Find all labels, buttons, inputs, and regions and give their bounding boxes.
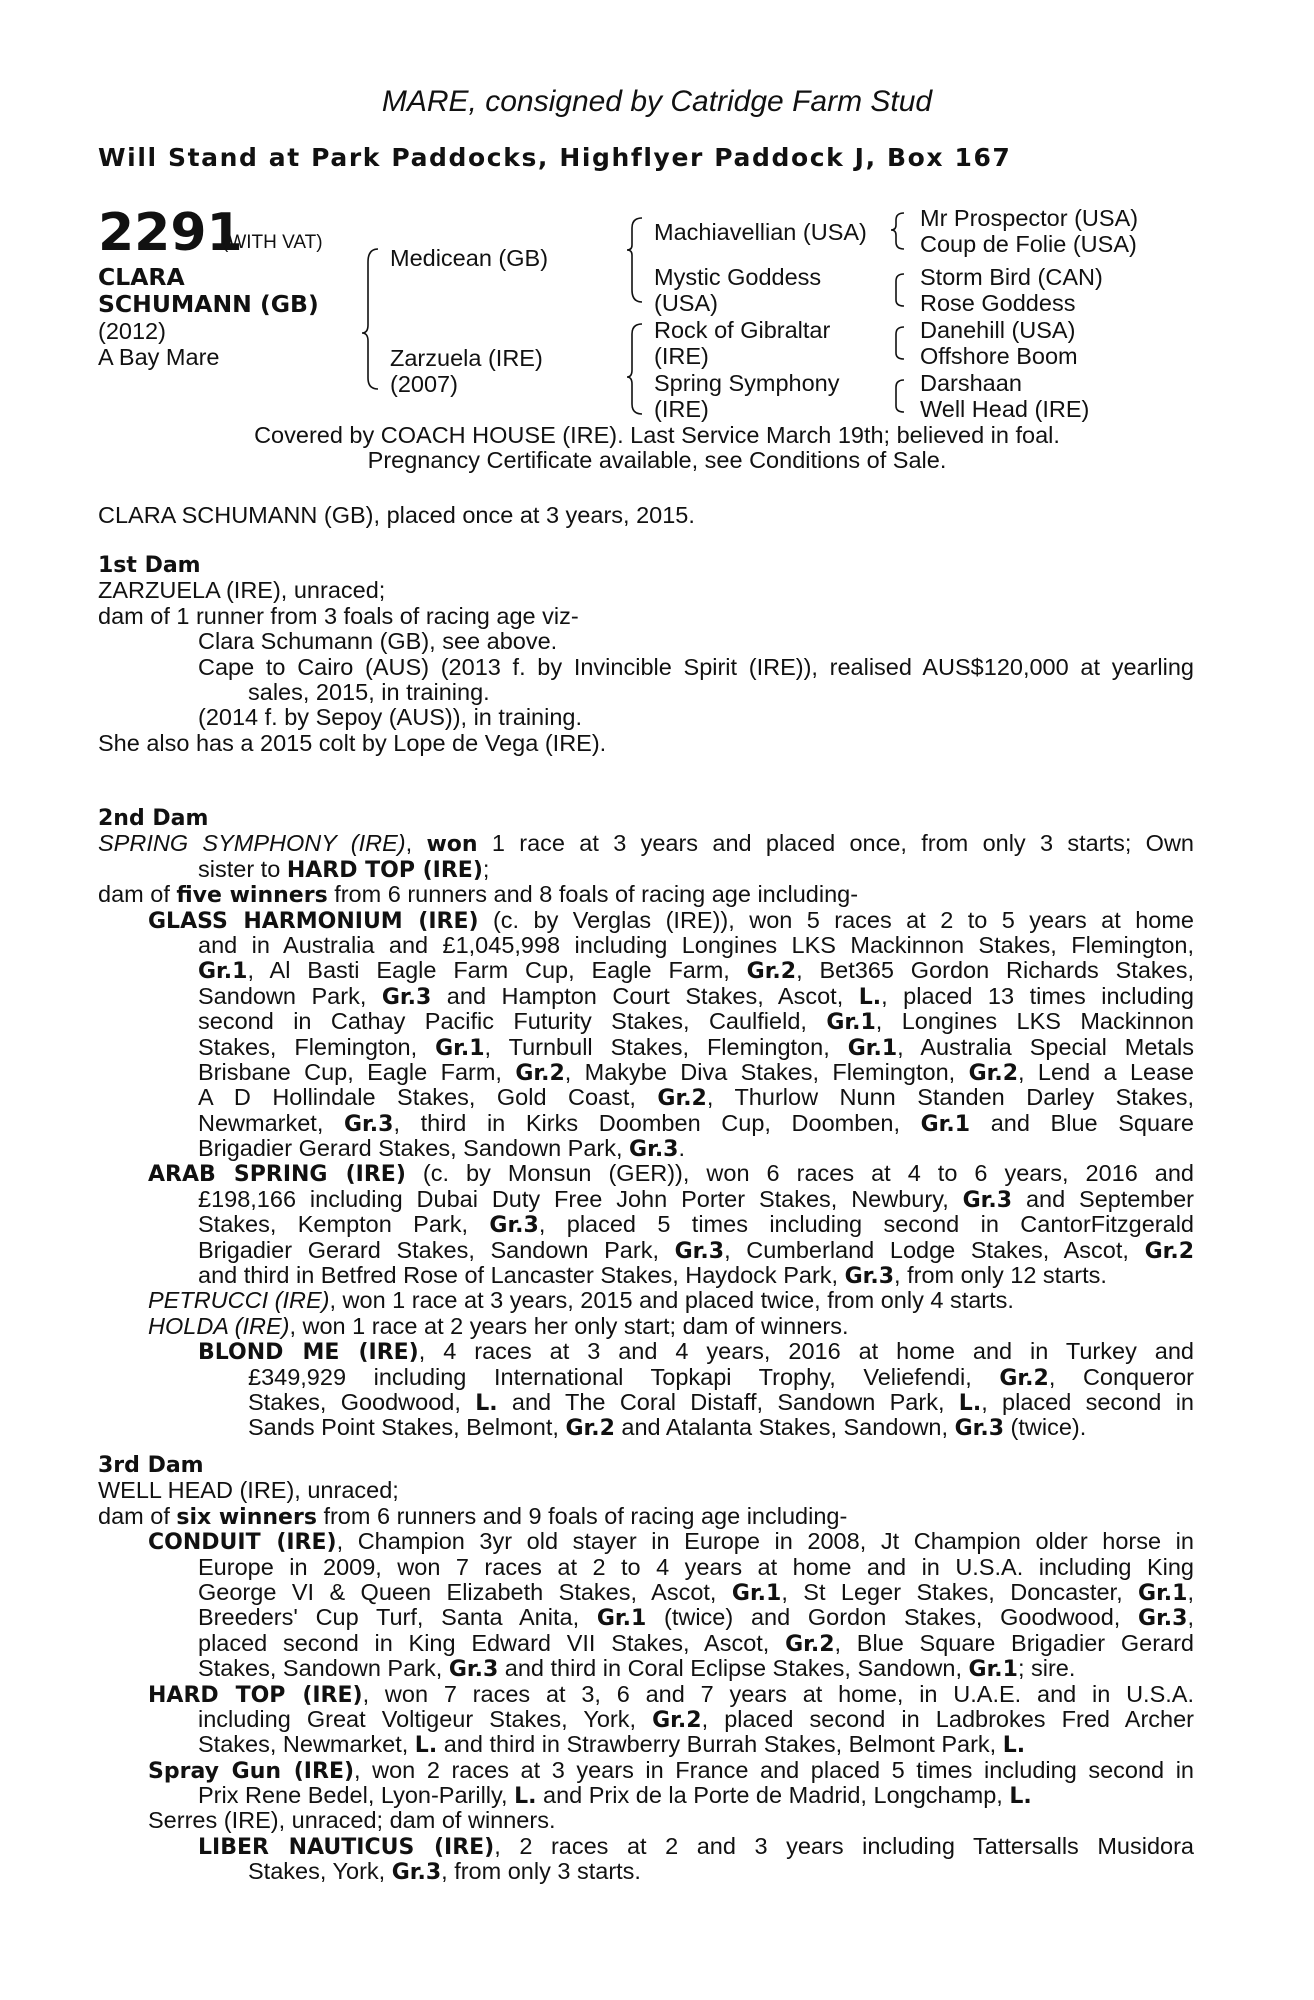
text-run: , placed 13 times including (881, 983, 1194, 1009)
text-run: , placed 5 times including second in CantorFitzgerald (538, 1212, 1194, 1238)
text-run: , Cumberland Lodge Stakes, Ascot, (724, 1237, 1145, 1263)
grade: Gr.3 (391, 1860, 442, 1886)
text-run: , Al Basti Eagle Farm Cup, Eagle Farm, (247, 958, 747, 984)
ds-dam: Offshore Boom (920, 343, 1078, 369)
text-run: 1 race at 3 years and placed once, from only 3 starts; Own (477, 831, 1194, 857)
brace-sire (627, 218, 642, 302)
first-dam-heading: 1st Dam (98, 553, 201, 578)
grade: Gr.3 (629, 1137, 679, 1163)
first-dam-line: ZARZUELA (IRE), unraced; (98, 577, 386, 604)
produce-line (98, 1783, 1194, 1808)
produce-line (98, 958, 1194, 983)
first-dam-line: Clara Schumann (GB), see above. (198, 628, 558, 655)
produce-name: CONDUIT (IRE) (148, 1530, 337, 1555)
bold-text: six winners (176, 1504, 317, 1530)
grade: L. (475, 1390, 498, 1416)
text-run: (c. by Verglas (IRE)), won 5 races at 2 to 5 years at home (478, 907, 1194, 933)
text-run: dam of (98, 881, 177, 908)
grade: Gr.1 (920, 1111, 971, 1137)
produce-line (98, 1834, 1194, 1859)
grade: Gr.1 (596, 1606, 647, 1631)
produce-line: Serres (IRE), unraced; dam of winners. (148, 1807, 556, 1834)
text-run: Stakes, Sandown Park, (198, 1655, 449, 1682)
foaling-year: (2012) (98, 318, 166, 344)
grade: Gr.2 (785, 1631, 835, 1657)
produce-name: HARD TOP (IRE) (148, 1682, 363, 1707)
text-run: sister to (198, 855, 287, 882)
text-run: , (1187, 1605, 1194, 1631)
second-dam-section (98, 806, 1194, 1441)
sd-dam: Rose Goddess (920, 290, 1076, 316)
produce-line (98, 1529, 1194, 1554)
text-run: , placed second in (981, 1389, 1194, 1415)
dam-sire-line2: (IRE) (654, 343, 709, 369)
bold-text: five winners (176, 883, 328, 909)
text-run: second in Cathay Pacific Futurity Stakes, Caulfield, (198, 1009, 827, 1035)
text-run: , (405, 831, 413, 857)
text-run: , Longines LKS Mackinnon (875, 1009, 1194, 1035)
text-run: , Turnbull Stakes, Flemington, (484, 1034, 848, 1060)
produce-line (98, 1656, 1194, 1681)
produce-line (98, 1631, 1194, 1656)
produce-line (98, 1758, 1194, 1783)
produce-line (98, 984, 1194, 1009)
text-run: , (1187, 1579, 1194, 1605)
produce-line (98, 1605, 1194, 1630)
text-run: and third in Betfred Rose of Lancaster Stakes, Haydock Park, (198, 1262, 845, 1289)
text-run: dam of (98, 1502, 177, 1529)
produce-line (98, 1314, 1194, 1339)
grade: Gr.2 (657, 1086, 707, 1111)
produce-line (98, 1288, 1194, 1313)
brace-level1 (362, 249, 378, 389)
grade: Gr.3 (344, 1111, 394, 1137)
first-dam-line: sales, 2015, in training. (248, 678, 490, 705)
third-dam-line (98, 1504, 1194, 1529)
text-run: and September (1012, 1186, 1194, 1212)
text-run: Newmarket, (198, 1110, 344, 1136)
produce-line (98, 1187, 1194, 1212)
grade: L. (414, 1733, 438, 1759)
text-run: Stakes, Kempton Park, (198, 1212, 490, 1238)
produce-line (98, 1136, 1194, 1161)
text-run: Prix Rene Bedel, Lyon-Parilly, (198, 1782, 515, 1809)
text-run: , won 1 race at 2 years her only start; dam of winners. (289, 1312, 849, 1339)
text-run: ; sire. (1017, 1655, 1076, 1682)
produce-line (98, 1682, 1194, 1707)
text-run: , 4 races at 3 and 4 years, 2016 at home and in Turkey and (418, 1339, 1194, 1365)
text-run: , Champion 3yr old stayer in Europe in 2008, Jt Champion older horse in (336, 1529, 1194, 1555)
sire-dam-line1: Mystic Goddess (654, 264, 822, 290)
grade: L. (514, 1784, 537, 1810)
ss-sire: Mr Prospector (USA) (920, 205, 1139, 231)
produce-line (98, 1390, 1194, 1415)
text-run: , Thurlow Nunn Standen Darley Stakes, (706, 1085, 1194, 1111)
produce-line (98, 1707, 1194, 1732)
produce-name: GLASS HARMONIUM (IRE) (148, 908, 479, 933)
lot-number: 2291 (98, 203, 243, 263)
text-run: , 2 races at 2 and 3 years including Tattersalls Musidora (494, 1833, 1194, 1859)
text-run: and Prix de la Porte de Madrid, Longchamp, (536, 1782, 1010, 1809)
grade: Gr.2 (515, 1060, 565, 1086)
grade: Gr.2 (999, 1365, 1049, 1390)
grade: L. (858, 984, 882, 1010)
first-dam-section (98, 553, 1194, 756)
vat-note: (WITH VAT) (222, 232, 323, 253)
produce-line (98, 1060, 1194, 1085)
first-dam-line: Cape to Cairo (AUS) (2013 f. by Invincible Spirit (IRE)), realised AUS$120,000 at yearling (198, 654, 1194, 680)
text-run: , St Leger Stakes, Doncaster, (781, 1579, 1139, 1605)
produce-line (98, 1859, 1194, 1884)
text-run: , from only 12 starts. (894, 1262, 1107, 1289)
grade: Gr.1 (826, 1010, 876, 1035)
produce-line (98, 1580, 1194, 1605)
horse-name-line2: SCHUMANN (GB) (98, 290, 319, 318)
text-run: , won 2 races at 3 years in France and placed 5 times including second in (354, 1757, 1194, 1783)
grade: L. (1002, 1733, 1026, 1759)
text-run: and Blue Square (970, 1110, 1194, 1136)
grade: Gr.3 (1138, 1606, 1188, 1631)
third-dam-heading: 3rd Dam (98, 1453, 204, 1478)
text-run: including Great Voltigeur Stakes, York, (198, 1706, 653, 1732)
grade: Gr.3 (954, 1416, 1004, 1442)
text-run: Sands Point Stakes, Belmont, (248, 1414, 566, 1441)
dam-name: SPRING SYMPHONY (IRE) (98, 831, 406, 857)
produce-line (98, 1732, 1194, 1757)
produce-line (98, 1009, 1194, 1034)
text-run: Brigadier Gerard Stakes, Sandown Park, (198, 1135, 630, 1162)
grade: Gr.3 (674, 1238, 725, 1264)
produce-line: and in Australia and £1,045,998 including Longines LKS Mackinnon Stakes, Flemington, (198, 932, 1194, 958)
produce-line (98, 1111, 1194, 1136)
covering-note: Covered by COACH HOUSE (IRE). Last Service March 19th; believed in foal. (254, 422, 1060, 448)
produce-line (98, 1161, 1194, 1186)
text-run: , third in Kirks Doomben Cup, Doomben, (393, 1110, 921, 1136)
dam-dam-line1: Spring Symphony (654, 370, 840, 396)
grade: Gr.2 (746, 959, 797, 984)
text-run: , Conqueror (1048, 1364, 1194, 1390)
grade: L. (1009, 1784, 1032, 1810)
text-run: Stakes, York, (248, 1858, 392, 1885)
dam-line2: (2007) (390, 371, 458, 397)
produce-line (98, 1085, 1194, 1110)
sire-sire: Machiavellian (USA) (654, 219, 867, 245)
text-run: , placed second in Ladbrokes Fred Archer (701, 1706, 1194, 1732)
produce-name: ARAB SPRING (IRE) (148, 1162, 406, 1187)
text-run: ; (482, 855, 490, 882)
bold-text: won (426, 832, 478, 857)
grade: Gr.1 (435, 1035, 485, 1060)
grade: Gr.3 (489, 1213, 539, 1238)
produce-name: HOLDA (IRE) (148, 1312, 290, 1339)
text-run: and Hampton Court Stakes, Ascot, (431, 983, 859, 1009)
text-run: , from only 3 starts. (441, 1858, 641, 1885)
produce-name: PETRUCCI (IRE) (148, 1287, 330, 1314)
produce-line (98, 908, 1194, 933)
horse-link-text: HARD TOP (IRE) (286, 857, 483, 883)
text-run: Stakes, Flemington, (198, 1034, 436, 1060)
text-run: placed second in King Edward VII Stakes, Ascot, (198, 1630, 786, 1656)
second-dam-heading: 2nd Dam (98, 806, 209, 831)
sd-sire: Storm Bird (CAN) (920, 264, 1103, 290)
dam-sire-line1: Rock of Gibraltar (654, 317, 831, 343)
produce-line (98, 1415, 1194, 1440)
grade: Gr.3 (381, 984, 432, 1010)
grade: Gr.1 (731, 1580, 782, 1606)
brace-dd (896, 380, 904, 412)
brace-ds (896, 327, 904, 359)
text-run: Brigadier Gerard Stakes, Sandown Park, (198, 1237, 675, 1263)
race-summary: CLARA SCHUMANN (GB), placed once at 3 years, 2015. (98, 502, 695, 528)
text-run: , won 1 race at 3 years, 2015 and placed twice, from only 4 starts. (329, 1287, 1014, 1314)
first-dam-line: She also has a 2015 colt by Lope de Vega (IRE). (98, 729, 607, 756)
brace-sd (896, 274, 904, 306)
dd-dam: Well Head (IRE) (920, 396, 1090, 422)
produce-name: LIBER NAUTICUS (IRE) (198, 1834, 495, 1860)
grade: Gr.1 (847, 1035, 898, 1060)
text-run: and The Coral Distaff, Sandown Park, (497, 1389, 959, 1415)
produce-line (98, 1339, 1194, 1364)
sire-dam-line2: (USA) (654, 290, 718, 316)
pregnancy-note: Pregnancy Certificate available, see Conditions of Sale. (367, 447, 947, 473)
text-run: (twice). (1004, 1414, 1087, 1441)
produce-line (98, 1238, 1194, 1263)
text-run: , Lend a Lease (1018, 1059, 1194, 1085)
text-run: and third in Coral Eclipse Stakes, Sandown, (498, 1655, 969, 1682)
text-run: Sandown Park, (198, 983, 382, 1009)
grade: Gr.3 (962, 1187, 1013, 1213)
ds-sire: Danehill (USA) (920, 317, 1076, 343)
third-dam-section (98, 1453, 1194, 1885)
text-run: (twice) and Gordon Stakes, Goodwood, (646, 1605, 1139, 1631)
text-run: George VI & Queen Elizabeth Stakes, Ascot, (198, 1579, 732, 1605)
grade: L. (958, 1390, 982, 1416)
second-dam-line (98, 882, 1194, 907)
grade: Gr.1 (198, 959, 248, 984)
text-run: from 6 runners and 9 foals of racing age including- (316, 1502, 848, 1529)
grade: Gr.1 (968, 1657, 1018, 1683)
produce-line (98, 1212, 1194, 1237)
grade: Gr.3 (448, 1657, 499, 1683)
text-run: , Makybe Diva Stakes, Flemington, (564, 1059, 969, 1085)
text-run: , Bet365 Gordon Richards Stakes, (796, 958, 1194, 984)
first-dam-line: dam of 1 runner from 3 foals of racing age viz- (98, 602, 579, 629)
produce-line (98, 1035, 1194, 1060)
produce-line: Europe in 2009, won 7 races at 2 to 4 years at home and in U.S.A. including King (198, 1554, 1194, 1580)
dam-dam-line2: (IRE) (654, 396, 709, 422)
text-run: Stakes, Goodwood, (248, 1389, 476, 1415)
brace-ss (891, 213, 904, 249)
ss-dam: Coup de Folie (USA) (920, 231, 1137, 257)
text-run: and third in Strawberry Burrah Stakes, Belmont Park, (437, 1731, 1003, 1758)
text-run: Brisbane Cup, Eagle Farm, (198, 1059, 516, 1085)
dd-sire: Darshaan (920, 370, 1022, 396)
text-run: Breeders' Cup Turf, Santa Anita, (198, 1605, 597, 1631)
produce-line (98, 1263, 1194, 1288)
stand-location: Will Stand at Park Paddocks, Highflyer Paddock J, Box 167 (98, 143, 1012, 172)
second-dam-line (98, 831, 1194, 856)
first-dam-line: (2014 f. by Sepoy (AUS)), in training. (198, 704, 583, 731)
text-run: , won 7 races at 3, 6 and 7 years at home, in U.A.E. and in U.S.A. (362, 1681, 1194, 1707)
grade: Gr.2 (1144, 1238, 1194, 1264)
grade: Gr.2 (968, 1060, 1018, 1086)
grade: Gr.1 (1138, 1580, 1188, 1606)
text-run: , Australia Special Metals (897, 1034, 1194, 1060)
produce-name: BLOND ME (IRE) (198, 1340, 419, 1365)
text-run: , Blue Square Brigadier Gerard (834, 1630, 1194, 1656)
second-dam-line (98, 857, 1194, 882)
text-run: (c. by Monsun (GER)), won 6 races at 4 to 6 years, 2016 and (405, 1161, 1194, 1187)
text-run: . (678, 1135, 686, 1162)
grade: Gr.3 (844, 1264, 895, 1290)
grade: Gr.2 (652, 1707, 702, 1733)
produce-name: Spray Gun (IRE) (148, 1758, 355, 1784)
page-title: MARE, consigned by Catridge Farm Stud (381, 85, 933, 118)
text-run: Stakes, Newmarket, (198, 1731, 415, 1758)
text-run: and Atalanta Stakes, Sandown, (614, 1414, 955, 1441)
text-run: £349,929 including International Topkapi Trophy, Veliefendi, (248, 1364, 1000, 1390)
text-run: from 6 runners and 8 foals of racing age including- (327, 881, 859, 908)
produce-line (98, 1365, 1194, 1390)
third-dam-line: WELL HEAD (IRE), unraced; (98, 1477, 399, 1504)
horse-description: A Bay Mare (98, 344, 220, 370)
text-run: A D Hollindale Stakes, Gold Coast, (198, 1085, 658, 1111)
text-run: £198,166 including Dubai Duty Free John Porter Stakes, Newbury, (198, 1186, 963, 1212)
sire: Medicean (GB) (390, 245, 549, 271)
brace-dam (627, 324, 642, 414)
horse-name-line1: CLARA (98, 263, 185, 291)
dam-line1: Zarzuela (IRE) (390, 345, 543, 371)
grade: Gr.2 (565, 1416, 615, 1442)
